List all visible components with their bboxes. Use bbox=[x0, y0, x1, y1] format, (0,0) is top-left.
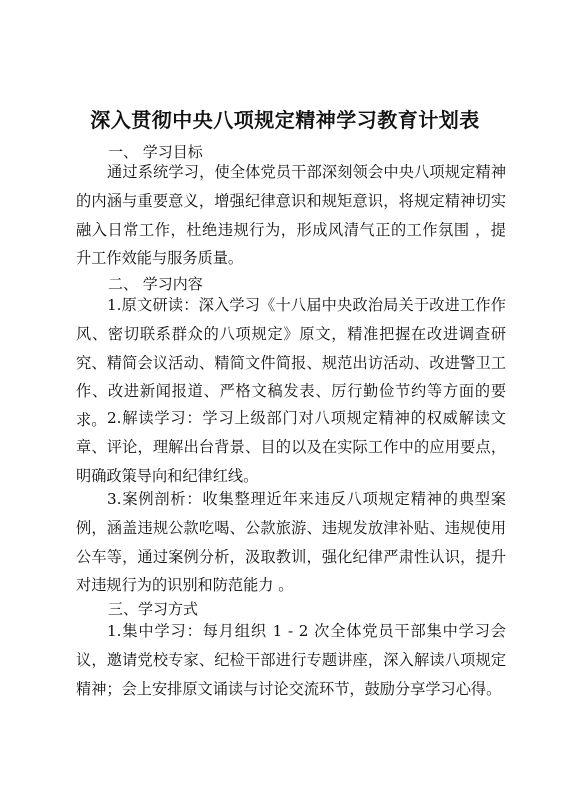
section-heading-goals: 一、 学习目标 bbox=[108, 143, 203, 161]
goals-paragraph: 通过系统学习，使全体党员干部深刻领会中央八项规定精神的内涵与重要意义，增强纪律意识和规矩意识，将规定精神切实融入日常工作，杜绝违规行为，形成风清气正的工作氛围 ，提升工作效能与服务质量。 bbox=[76, 163, 506, 268]
content-paragraph-original-reading: 1.原文研读：深入学习《十八届中央政治局关于改进工作作风、密切联系群众的八项规定》原文，精准把握在改进调查研究、精简会议活动、精简文件简报、规范出访活动、改进警卫工作、改进新闻报道、严格文稿发表、厉行勤俭节约等方面的要求。 bbox=[76, 296, 506, 430]
content-paragraph-interpretation: 2.解读学习：学习上级部门对八项规定精神的权威解读文章、评论，理解出台背景、目的以及在实际工作中的应用要点，明确政策导向和纪律红线。 bbox=[76, 409, 506, 485]
section-heading-content: 二、 学习内容 bbox=[108, 275, 203, 293]
document-title: 深入贯彻中央八项规定精神学习教育计划表 bbox=[90, 108, 480, 132]
content-paragraph-case-analysis: 3.案例剖析：收集整理近年来违反八项规定精神的典型案例，涵盖违规公款吃喝、公款旅游、违规发放津补贴、违规使用公车等，通过案例分析，汲取教训，强化纪律严肃性认识，提升对违规行为的识别和防范能力 。 bbox=[76, 490, 506, 595]
methods-paragraph-group-study: 1.集中学习：每月组织 1 - 2 次全体党员干部集中学习会议，邀请党校专家、纪检干部进行专题讲座，深入解读八项规定精神；会上安排原文诵读与讨论交流环节，鼓励分享学习心得。 bbox=[76, 622, 506, 698]
section-heading-methods: 三、学习方式 bbox=[108, 600, 199, 618]
